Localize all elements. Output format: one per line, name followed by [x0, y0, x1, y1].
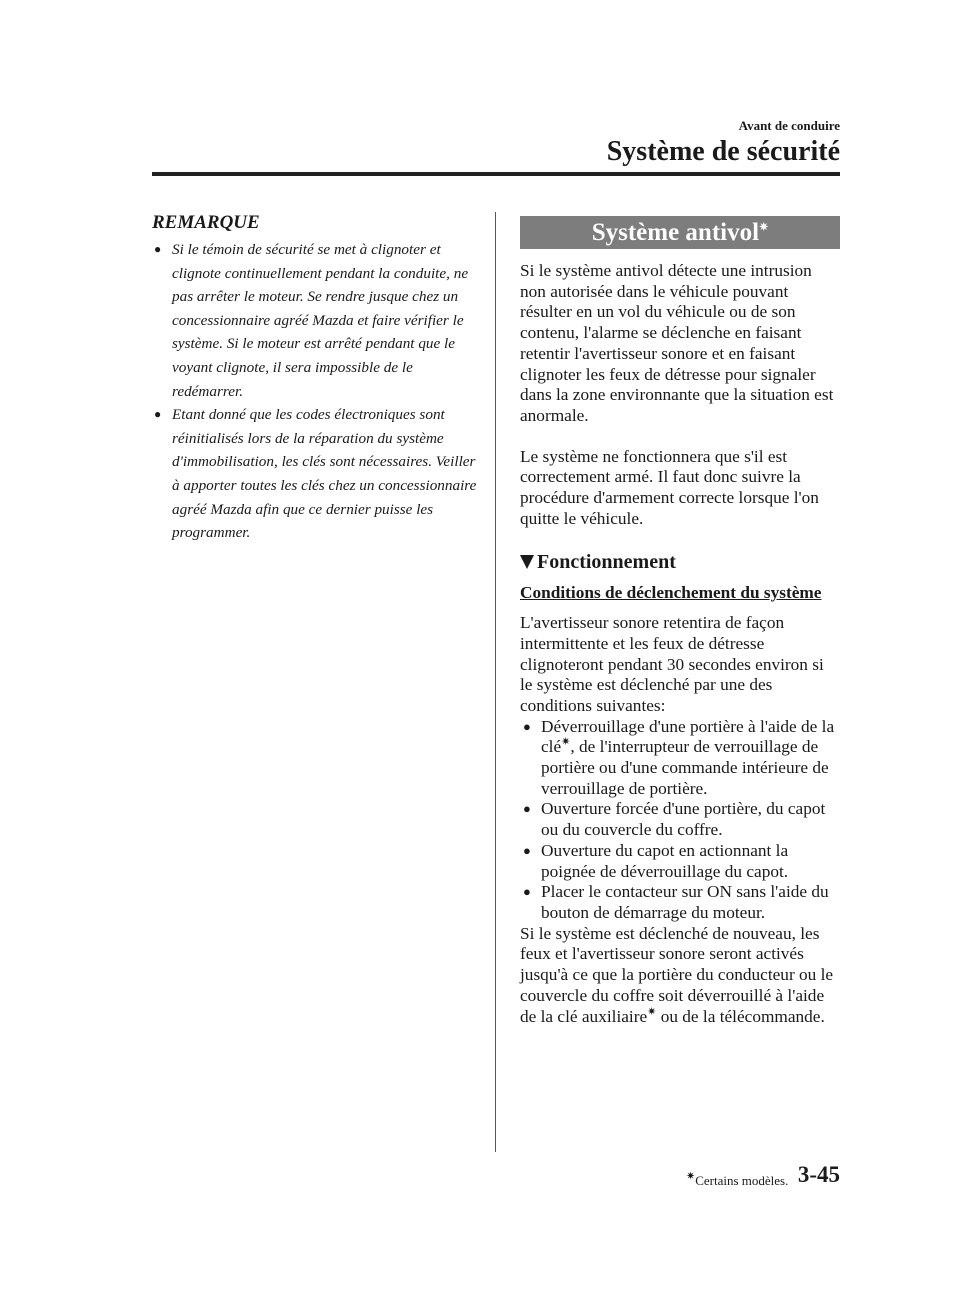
antivol-arming: Le système ne fonctionnera que s'il est correctement armé. Il faut donc suivre la procédure d'armement correcte lorsque l'on quitte le véhicule.: [520, 446, 819, 528]
bullet-icon: ●: [523, 718, 531, 734]
antivol-intro: Si le système antivol détecte une intrusion non autorisée dans le véhicule pouvant résulter en un vol du véhicule ou de son contenu, l'alarme se déclenche en faisant retentir l'avertisseur sonore et en faisant clignoter les feux de détresse pour signaler dans la zone environnante que la situation est anormale.: [520, 261, 834, 425]
conditions-intro: L'avertisseur sonore retentira de façon intermittente et les feux de détresse clignoteront pendant 30 secondes environ si le système est déclenché par une des conditions suivantes:: [520, 613, 824, 715]
conditions-subheading: Conditions de déclenchement du système: [520, 583, 822, 603]
header-section: Avant de conduire: [738, 118, 840, 133]
footnote: ✷Certains modèles.: [686, 1170, 789, 1188]
retrigger-text: Si le système est déclenché de nouveau, les feux et l'avertisseur sonore seront activés jusqu'à ce que la portière du conducteur ou le couvercle du coffre soit déverrouillé à l'aide de la clé auxiliaire✷ ou de la télécommande.: [520, 923, 834, 1026]
asterisk-icon: ✷: [561, 736, 571, 749]
remarque-item: [152, 403, 482, 545]
page-title: Système de sécurité: [606, 136, 840, 167]
antivol-section: [520, 216, 840, 1027]
bullet-icon: ●: [154, 242, 162, 256]
triangle-down-icon: [520, 555, 534, 569]
bullet-icon: ●: [154, 407, 162, 422]
remarque-list: [152, 238, 482, 545]
condition-item: ● Placer le contacteur sur ON sans l'aide du bouton de démarrage du moteur.: [523, 882, 829, 922]
conditions-list: [520, 717, 840, 924]
antivol-title: Système antivol: [591, 219, 760, 246]
fonctionnement-heading: [520, 550, 840, 574]
condition-item: ● Ouverture du capot en actionnant la poignée de déverrouillage du capot.: [523, 840, 789, 881]
asterisk-icon: ✷: [647, 1005, 657, 1018]
bullet-icon: ●: [523, 884, 531, 900]
column-divider: [495, 212, 496, 1152]
remarque-block: [152, 212, 482, 545]
asterisk-icon: ✷: [759, 221, 769, 234]
page-number: 3-45: [797, 1162, 840, 1187]
bullet-icon: ●: [523, 801, 531, 817]
remarque-item-text: Etant donné que les codes électroniques sont réinitialisés lors de la réparation du système d'immobilisation, les clés sont nécessaires. Veiller à apporter toutes les clés chez un concessionnaire agréé Mazda afin que ce dernier puisse les programmer.: [172, 406, 477, 542]
remarque-label: REMARQUE: [152, 212, 260, 233]
bullet-icon: ●: [523, 842, 531, 858]
asterisk-icon: ✷: [686, 1170, 696, 1183]
remarque-item-text: Si le témoin de sécurité se met à clignoter et clignote continuellement pendant la conduite, ne pas arrêter le moteur. Se rendre jusque chez un concessionnaire agréé Mazda et faire vérifier le système. Si le moteur est arrêté pendant que le voyant clignote, il sera impossible de le redémarrer.: [172, 241, 469, 400]
header-rule: [152, 172, 840, 176]
remarque-item: [152, 238, 482, 403]
fonctionnement-label: Fonctionnement: [537, 551, 676, 574]
condition-item: ● Ouverture forcée d'une portière, du capot ou du couvercle du coffre.: [523, 799, 826, 840]
antivol-banner: [520, 216, 840, 249]
condition-item: ● Déverrouillage d'une portière à l'aide de la clé✷, de l'interrupteur de verrouillage de portière ou d'une commande intérieure de verrouillage de portière.: [523, 716, 835, 798]
